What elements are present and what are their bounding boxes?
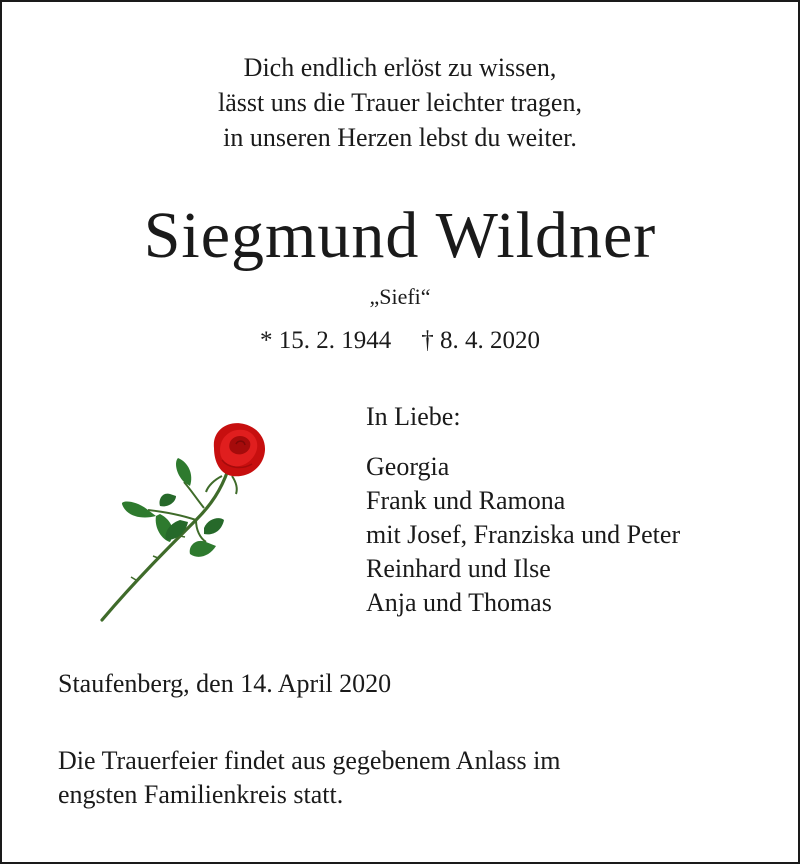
leaf-branch [184,482,204,508]
poem [0,50,800,155]
deceased-nickname: „Siefi“ [369,284,431,309]
birth-date: * 15. 2. 1944 [260,327,392,354]
place-and-date: Staufenberg, den 14. April 2020 [58,669,392,698]
red-rose-icon [96,420,276,625]
family-member: Georgia [366,452,450,481]
poem-line: Dich endlich erlöst zu wissen, [243,53,557,82]
family-member: mit Josef, Franziska und Peter [366,520,681,549]
funeral-notice [58,744,561,812]
rose-leaf [190,541,216,557]
death-date: † 8. 4. 2020 [421,327,540,354]
notice-line: Die Trauerfeier findet aus gegebenem Anlass im [58,746,561,775]
rose-leaf [204,518,224,534]
rose-bloom [214,423,265,476]
family-member: Anja und Thomas [366,588,552,617]
life-dates [0,324,800,358]
rose-thorn [131,536,185,580]
rose-leaf [176,458,191,486]
leaf-branch [148,510,196,520]
deceased-name: Siegmund Wildner [143,199,657,272]
family-heading: In Liebe: [366,402,461,431]
family-member: Frank und Ramona [366,486,566,515]
family-member: Reinhard und Ilse [366,554,551,583]
family-section [366,400,680,620]
poem-line: in unseren Herzen lebst du weiter. [223,123,577,152]
poem-line: lässt uns die Trauer leichter tragen, [218,88,582,117]
rose-sepal [232,476,237,494]
rose-leaf [159,494,176,507]
notice-line: engsten Familienkreis statt. [58,780,344,809]
